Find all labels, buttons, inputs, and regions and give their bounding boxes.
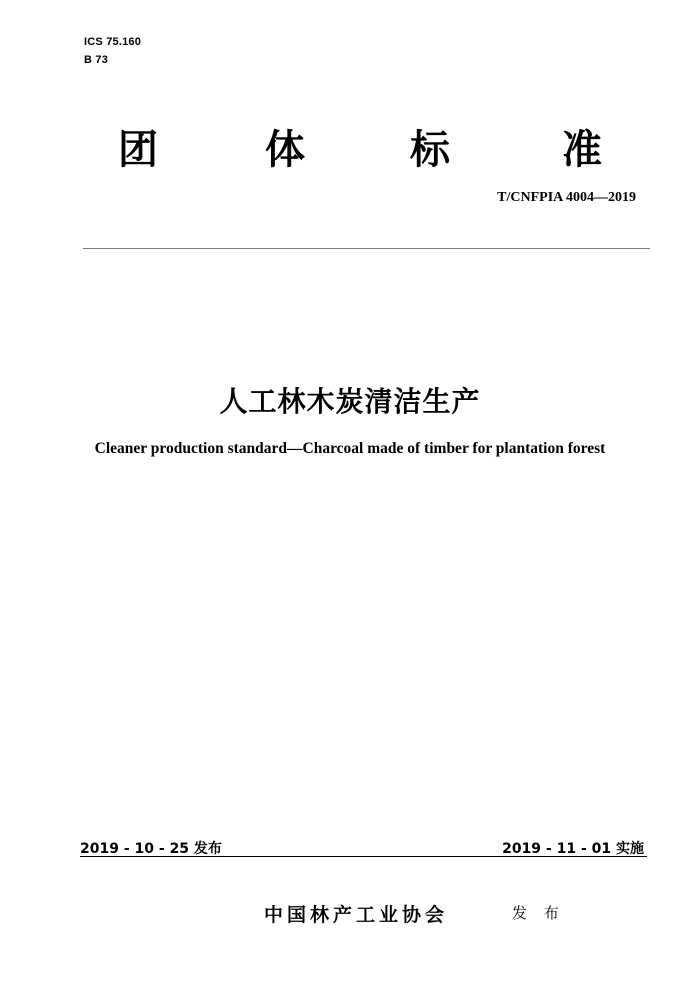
title-chinese: 人工林木炭清洁生产 <box>219 385 481 418</box>
standard-type-char: 团 <box>118 127 158 173</box>
standard-type-heading <box>90 122 635 178</box>
standard-type-char: 准 <box>562 127 602 173</box>
header-divider <box>83 248 650 249</box>
publisher-name: 中国林产工业协会 <box>264 904 449 926</box>
implementation-date: 2019 - 11 - 01 实施 <box>502 841 644 857</box>
standard-number: T/CNFPIA 4004—2019 <box>497 190 636 205</box>
ics-code: ICS 75.160 <box>84 36 142 48</box>
issue-date: 2019 - 10 - 25 发布 <box>80 841 222 857</box>
ccs-code: B 73 <box>84 54 109 66</box>
title-english: Cleaner production standard—Charcoal made of timber for plantation forest <box>94 440 606 457</box>
footer-divider <box>80 856 647 857</box>
publish-label: 发 布 <box>512 904 565 922</box>
standard-type-char: 体 <box>265 127 305 173</box>
standard-type-char: 标 <box>410 127 450 173</box>
